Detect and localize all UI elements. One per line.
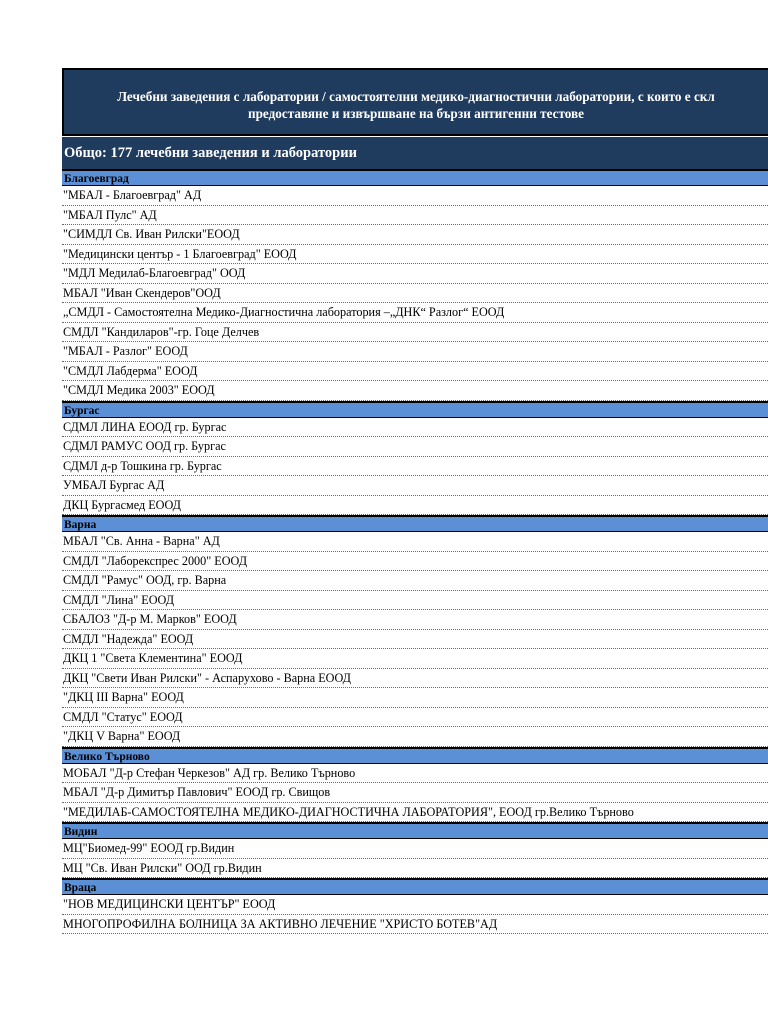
table-row[interactable]: "МДЛ Медилаб-Благоевград" ООД xyxy=(62,264,768,284)
header-line-2: предоставяне и извършване на бързи антигенни тестове xyxy=(247,106,585,121)
table-row[interactable]: "СМДЛ Медика 2003" ЕООД xyxy=(62,381,768,401)
table-row[interactable]: СМДЛ "Лаборекспрес 2000" ЕООД xyxy=(62,552,768,572)
table-row[interactable]: СМДЛ "Статус" ЕООД xyxy=(62,708,768,728)
total-row: Общо: 177 лечебни заведения и лаборатории xyxy=(62,136,768,169)
table-row[interactable]: "МЕДИЛАБ-САМОСТОЯТЕЛНА МЕДИКО-ДИАГНОСТИЧНА ЛАБОРАТОРИЯ", ЕООД гр.Велико Търново xyxy=(62,803,768,823)
table-body xyxy=(62,169,768,934)
table-row[interactable]: СДМЛ ЛИНА ЕООД гр. Бургас xyxy=(62,418,768,438)
table-row[interactable]: "ДКЦ III Варна" ЕООД xyxy=(62,688,768,708)
table-row[interactable]: МБАЛ "Иван Скендеров"ООД xyxy=(62,284,768,304)
table-row[interactable]: МБАЛ "Д-р Димитър Павлович" ЕООД гр. Свищов xyxy=(62,783,768,803)
table-row[interactable]: ДКЦ 1 "Света Клементина" ЕООД xyxy=(62,649,768,669)
region-header[interactable]: Варна xyxy=(62,515,768,532)
table-row[interactable]: "МБАЛ - Благоевград" АД xyxy=(62,186,768,206)
region-header[interactable]: Видин xyxy=(62,822,768,839)
table-row[interactable]: МОБАЛ "Д-р Стефан Черкезов" АД гр. Велико Търново xyxy=(62,764,768,784)
table-row[interactable]: СМДЛ "Кандиларов"-гр. Гоце Делчев xyxy=(62,323,768,343)
table-row[interactable]: МЦ "Св. Иван Рилски" ООД гр.Видин xyxy=(62,859,768,879)
spreadsheet xyxy=(62,68,768,934)
region-header[interactable]: Враца xyxy=(62,878,768,895)
table-row[interactable]: СМДЛ "Надежда" ЕООД xyxy=(62,630,768,650)
region-header[interactable]: Бургас xyxy=(62,401,768,418)
table-row[interactable]: МБАЛ "Св. Анна - Варна" АД xyxy=(62,532,768,552)
table-row[interactable]: "СМДЛ Лабдерма" ЕООД xyxy=(62,362,768,382)
table-row[interactable]: "МБАЛ Пулс" АД xyxy=(62,206,768,226)
table-row[interactable]: УМБАЛ Бургас АД xyxy=(62,476,768,496)
table-row[interactable]: СМДЛ "Лина" ЕООД xyxy=(62,591,768,611)
table-row[interactable]: "Медицински център - 1 Благоевград" ЕООД xyxy=(62,245,768,265)
region-header[interactable]: Велико Търново xyxy=(62,747,768,764)
table-row[interactable]: ДКЦ "Свети Иван Рилски" - Аспарухово - Варна ЕООД xyxy=(62,669,768,689)
table-row[interactable]: "ДКЦ V Варна" ЕООД xyxy=(62,727,768,747)
table-row[interactable]: СДМЛ д-р Тошкина гр. Бургас xyxy=(62,457,768,477)
table-row[interactable]: СМДЛ "Рамус" ООД, гр. Варна xyxy=(62,571,768,591)
region-header[interactable]: Благоевград xyxy=(62,169,768,186)
table-row[interactable]: "СИМДЛ Св. Иван Рилски"ЕООД xyxy=(62,225,768,245)
table-row[interactable]: СДМЛ РАМУС ООД гр. Бургас xyxy=(62,437,768,457)
header-line-1: Лечебни заведения с лаборатории / самостоятелни медико-диагностични лаборатории, с които е скл xyxy=(117,89,715,104)
table-row[interactable]: МНОГОПРОФИЛНА БОЛНИЦА ЗА АКТИВНО ЛЕЧЕНИЕ "ХРИСТО БОТЕВ"АД xyxy=(62,915,768,935)
table-row[interactable]: МЦ"Биомед-99" ЕООД гр.Видин xyxy=(62,839,768,859)
table-row[interactable]: СБАЛОЗ "Д-р М. Марков" ЕООД xyxy=(62,610,768,630)
table-row[interactable]: ДКЦ Бургасмед ЕООД xyxy=(62,496,768,516)
table-row[interactable]: "МБАЛ - Разлог" ЕООД xyxy=(62,342,768,362)
table-header xyxy=(62,68,768,136)
table-row[interactable]: "НОВ МЕДИЦИНСКИ ЦЕНТЪР" ЕООД xyxy=(62,895,768,915)
table-row[interactable]: „СМДЛ - Самостоятелна Медико-Диагностична лаборатория –„ДНК“ Разлог“ ЕООД xyxy=(62,303,768,323)
